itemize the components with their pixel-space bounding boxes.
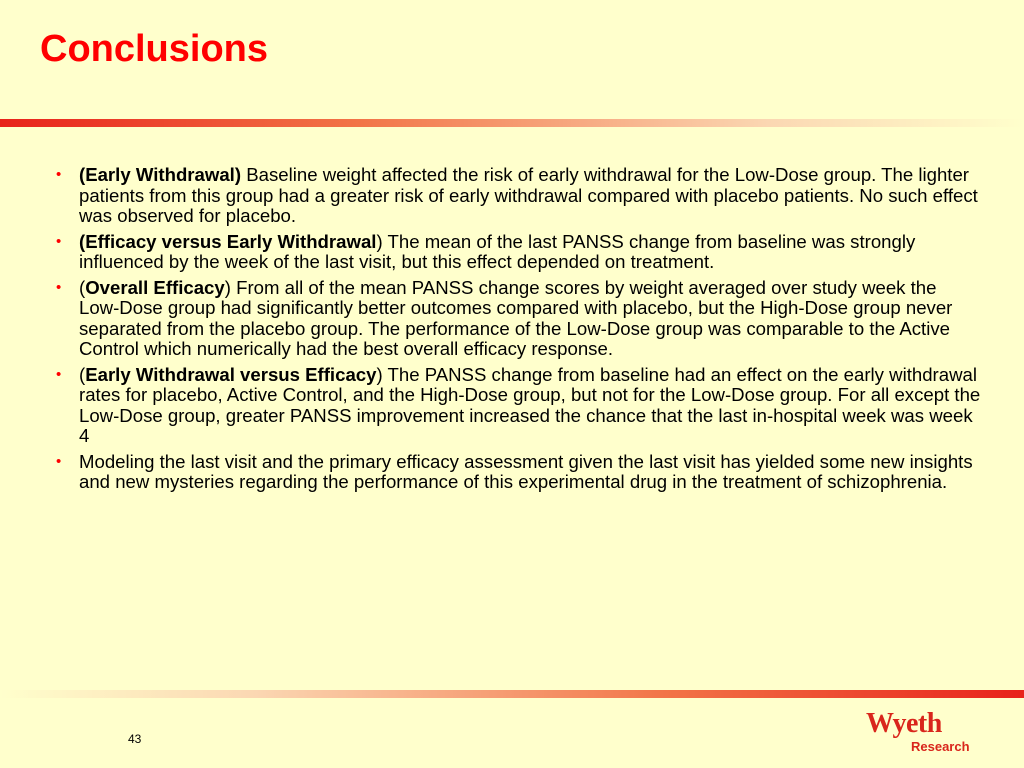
bullet-item — [56, 365, 981, 447]
bullet-dot-icon: • — [56, 452, 62, 470]
bullet-text: ) The mean of the last PANSS change from baseline was strongly influenced by the week of the last visit, but this effect depended on treatment. — [79, 230, 916, 272]
bullet-heading: (Efficacy versus Early Withdrawal — [79, 230, 377, 252]
bullet-item — [56, 165, 981, 227]
bottom-accent-rule — [0, 690, 1024, 698]
bullet-item — [56, 278, 981, 360]
page-number: 43 — [128, 732, 142, 746]
bullet-heading: (Early Withdrawal) — [79, 164, 242, 185]
bullet-text: Baseline weight affected the risk of early withdrawal for the Low-Dose group. The lighter patients from this group had a greater risk of early withdrawal compared with placebo patients. No such effect was observed for placebo. — [79, 164, 978, 226]
bullet-dot-icon: • — [56, 232, 62, 250]
bullet-prefix: ( — [79, 276, 86, 298]
bullet-text: ) From all of the mean PANSS change scores by weight averaged over study week the Low-Dose group had significantly better outcomes compared with placebo, but the High-Dose group never separated from the placebo group. The performance of the Low-Dose group was comparable to the Active Control which numerically had the best overall efficacy response. — [79, 276, 953, 359]
bullet-item — [56, 452, 981, 493]
top-accent-rule — [0, 119, 1024, 127]
bullet-dot-icon: • — [56, 278, 62, 296]
conclusions-list — [56, 165, 981, 498]
bullet-text: Modeling the last visit and the primary efficacy assessment given the last visit has yielded some new insights and new mysteries regarding the performance of this experimental drug in the treatment of schizophrenia. — [79, 450, 973, 492]
bullet-heading: Overall Efficacy — [85, 276, 225, 298]
wyeth-research-logo — [866, 708, 976, 758]
bullet-item — [56, 232, 981, 273]
bullet-text: ) The PANSS change from baseline had an effect on the early withdrawal rates for placebo, Active Control, and the High-Dose group, but not for the Low-Dose group. For all except the Low-Dose group, greater PANSS improvement increased the chance that the last in-hospital week was week 4 — [79, 363, 981, 446]
slide-title: Conclusions — [40, 28, 269, 70]
bullet-dot-icon: • — [56, 365, 62, 383]
bullet-heading: Early Withdrawal versus Efficacy — [85, 363, 377, 385]
logo-wordmark: Wyeth — [866, 708, 942, 739]
bullet-dot-icon: • — [56, 166, 62, 183]
logo-subtitle: Research — [911, 739, 970, 754]
bullet-prefix: ( — [79, 363, 86, 385]
